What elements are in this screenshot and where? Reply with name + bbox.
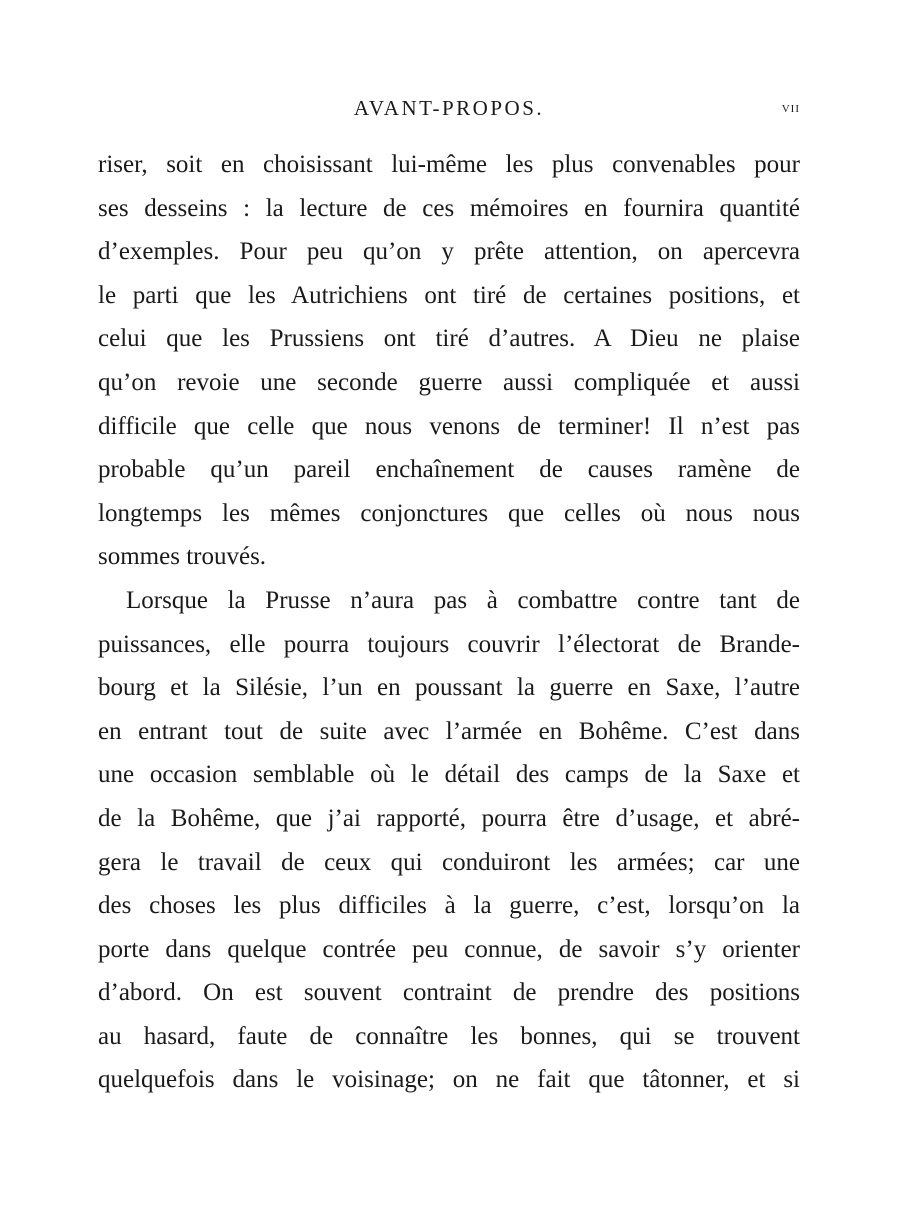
text-line: riser, soit en choisissant lui-même les plus convenables pour xyxy=(98,151,800,178)
text-line: d’exemples. Pour peu qu’on y prête attention, on apercevra xyxy=(98,238,800,266)
text-line: celui que les Prussiens ont tiré d’autres. A Dieu ne plaise xyxy=(98,325,800,353)
paragraph-continuation xyxy=(98,143,800,579)
paragraph xyxy=(98,579,800,1102)
text-line: puissances, elle pourra toujours couvrir l’électorat de Brande- xyxy=(98,630,800,658)
text-line: des choses les plus difficiles à la guerre, c’est, lorsqu’on la xyxy=(98,892,800,920)
running-title: AVANT-PROPOS. xyxy=(353,96,545,120)
text-line: le parti que les Autrichiens ont tiré de certaines positions, et xyxy=(98,281,800,309)
text-line: Lorsque la Prusse n’aura pas à combattre contre tant de xyxy=(126,586,800,614)
text-line: de la Bohême, que j’ai rapporté, pourra être d’usage, et abré- xyxy=(98,804,800,832)
text-line: bourg et la Silésie, l’un en poussant la guerre en Saxe, l’autre xyxy=(98,674,800,702)
text-line: une occasion semblable où le détail des camps de la Saxe et xyxy=(98,761,800,789)
text-line: difficile que celle que nous venons de terminer! Il n’est pas xyxy=(98,412,800,440)
text-line: gera le travail de ceux qui conduiront les armées; car une xyxy=(98,848,800,876)
text-line: ses desseins : la lecture de ces mémoires en fournira quantité xyxy=(98,194,800,222)
text-line: en entrant tout de suite avec l’armée en Bohême. C’est dans xyxy=(98,717,800,745)
text-line: probable qu’un pareil enchaînement de causes ramène de xyxy=(98,456,800,484)
running-head xyxy=(98,96,800,128)
text-line: au hasard, faute de connaître les bonnes, qui se trouvent xyxy=(98,1022,800,1050)
text-line: sommes trouvés. xyxy=(98,543,267,571)
text-line: qu’on revoie une seconde guerre aussi compliquée et aussi xyxy=(98,368,800,396)
text-line: d’abord. On est souvent contraint de prendre des positions xyxy=(98,979,800,1007)
text-line: longtemps les mêmes conjonctures que celles où nous nous xyxy=(98,499,800,527)
body-text xyxy=(98,143,800,1102)
text-line: quelquefois dans le voisinage; on ne fait que tâtonner, et si xyxy=(98,1066,800,1094)
text-line: porte dans quelque contrée peu connue, de savoir s’y orienter xyxy=(98,935,800,963)
page-number: vii xyxy=(781,100,800,116)
